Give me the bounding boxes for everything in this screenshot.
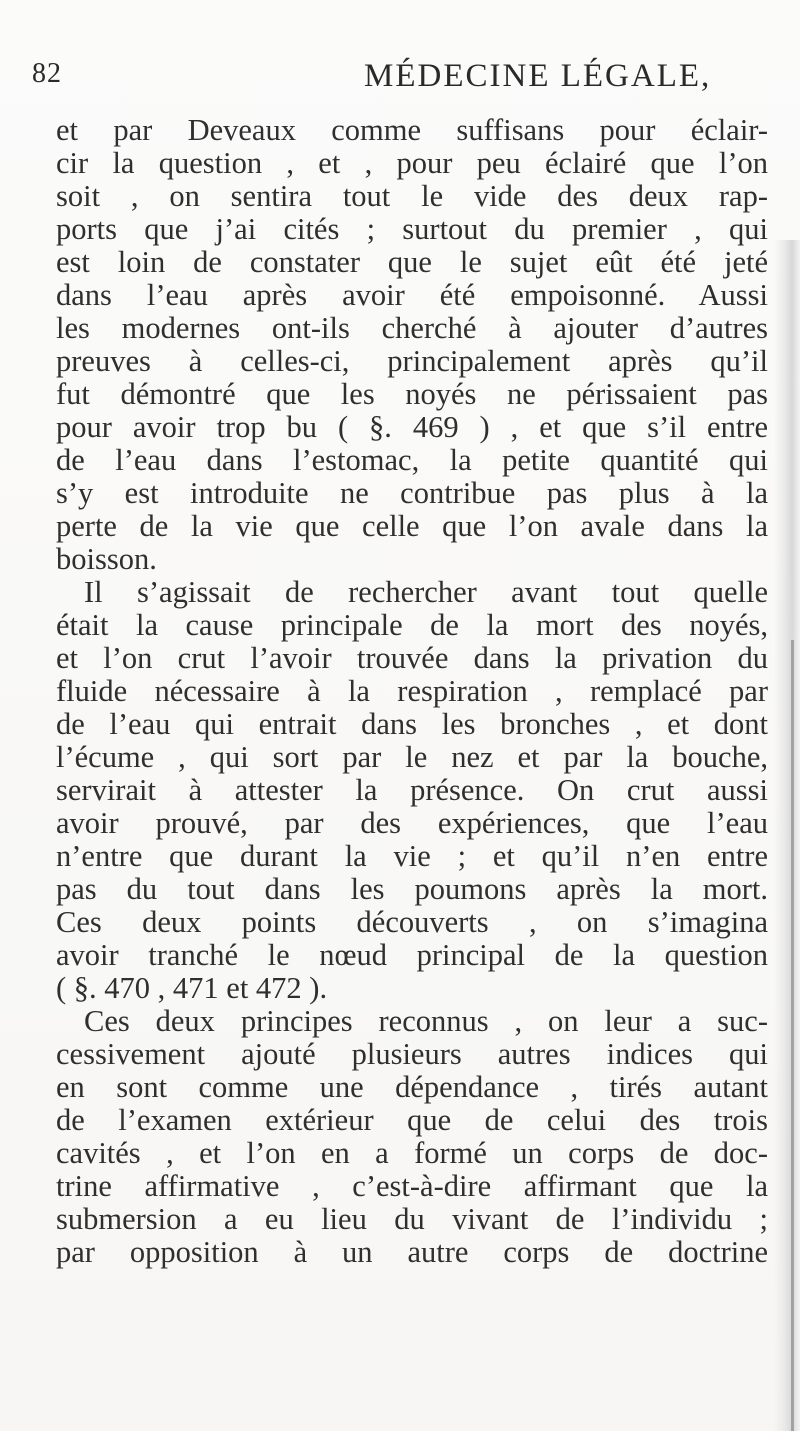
text-line: soit , on sentira tout le vide des deux rap- — [56, 179, 768, 213]
text-line: ports que j’ai cités ; surtout du premier , qui — [56, 212, 768, 246]
text-line: avoir prouvé, par des expériences, que l’eau — [56, 806, 768, 840]
paragraph — [56, 576, 768, 1005]
text-line: les modernes ont-ils cherché à ajouter d’autres — [56, 311, 768, 345]
text-line: preuves à celles-ci, principalement après qu’il — [56, 344, 768, 378]
text-line: est loin de constater que le sujet eût été jeté — [56, 245, 768, 279]
text-line: et par Deveaux comme suffisans pour éclair- — [56, 113, 768, 147]
text-line: Ces deux points découverts , on s’imagina — [56, 905, 768, 939]
text-line: dans l’eau après avoir été empoisonné. Aussi — [56, 278, 768, 312]
text-line: en sont comme une dépendance , tirés autant — [56, 1070, 768, 1104]
text-line: boisson. — [56, 542, 157, 576]
page-edge-line — [791, 640, 794, 1431]
text-line: perte de la vie que celle que l’on avale dans la — [56, 509, 768, 543]
text-line: trine affirmative , c’est-à-dire affirmant que la — [56, 1169, 768, 1203]
text-line: cavités , et l’on en a formé un corps de doc- — [56, 1136, 768, 1170]
paragraph — [56, 114, 768, 576]
text-line: par opposition à un autre corps de doctrine — [56, 1235, 768, 1269]
text-line: cessivement ajouté plusieurs autres indices qui — [56, 1037, 768, 1071]
text-line: pas du tout dans les poumons après la mort. — [56, 872, 768, 906]
text-line: Il s’agissait de rechercher avant tout quelle — [84, 575, 768, 609]
page-edge-shadow — [774, 240, 800, 1431]
text-line: submersion a eu lieu du vivant de l’individu ; — [56, 1202, 768, 1236]
paragraph — [56, 1005, 768, 1269]
text-line: fluide nécessaire à la respiration , remplacé par — [56, 674, 768, 708]
text-line: s’y est introduite ne contribue pas plus à la — [56, 476, 768, 510]
body-text — [56, 114, 768, 1269]
text-line: de l’eau qui entrait dans les bronches , et dont — [56, 707, 768, 741]
text-line: cir la question , et , pour peu éclairé que l’on — [56, 146, 768, 180]
text-line: Ces deux principes reconnus , on leur a suc- — [84, 1004, 768, 1038]
text-line: de l’eau dans l’estomac, la petite quantité qui — [56, 443, 768, 477]
text-line: n’entre que durant la vie ; et qu’il n’en entre — [56, 839, 768, 873]
text-line: et l’on crut l’avoir trouvée dans la privation du — [56, 641, 768, 675]
text-line: ( §. 470 , 471 et 472 ). — [56, 971, 328, 1005]
page-number: 82 — [32, 58, 62, 89]
text-line: de l’examen extérieur que de celui des trois — [56, 1103, 768, 1137]
text-line: avoir tranché le nœud principal de la question — [56, 938, 768, 972]
text-line: l’écume , qui sort par le nez et par la bouche, — [56, 740, 768, 774]
running-head-title: MÉDECINE LÉGALE, — [364, 58, 712, 94]
text-line: servirait à attester la présence. On crut aussi — [56, 773, 768, 807]
text-line: était la cause principale de la mort des noyés, — [56, 608, 768, 642]
text-line: pour avoir trop bu ( §. 469 ) , et que s’il entre — [56, 410, 768, 444]
running-head — [24, 58, 764, 98]
text-line: fut démontré que les noyés ne périssaient pas — [56, 377, 768, 411]
